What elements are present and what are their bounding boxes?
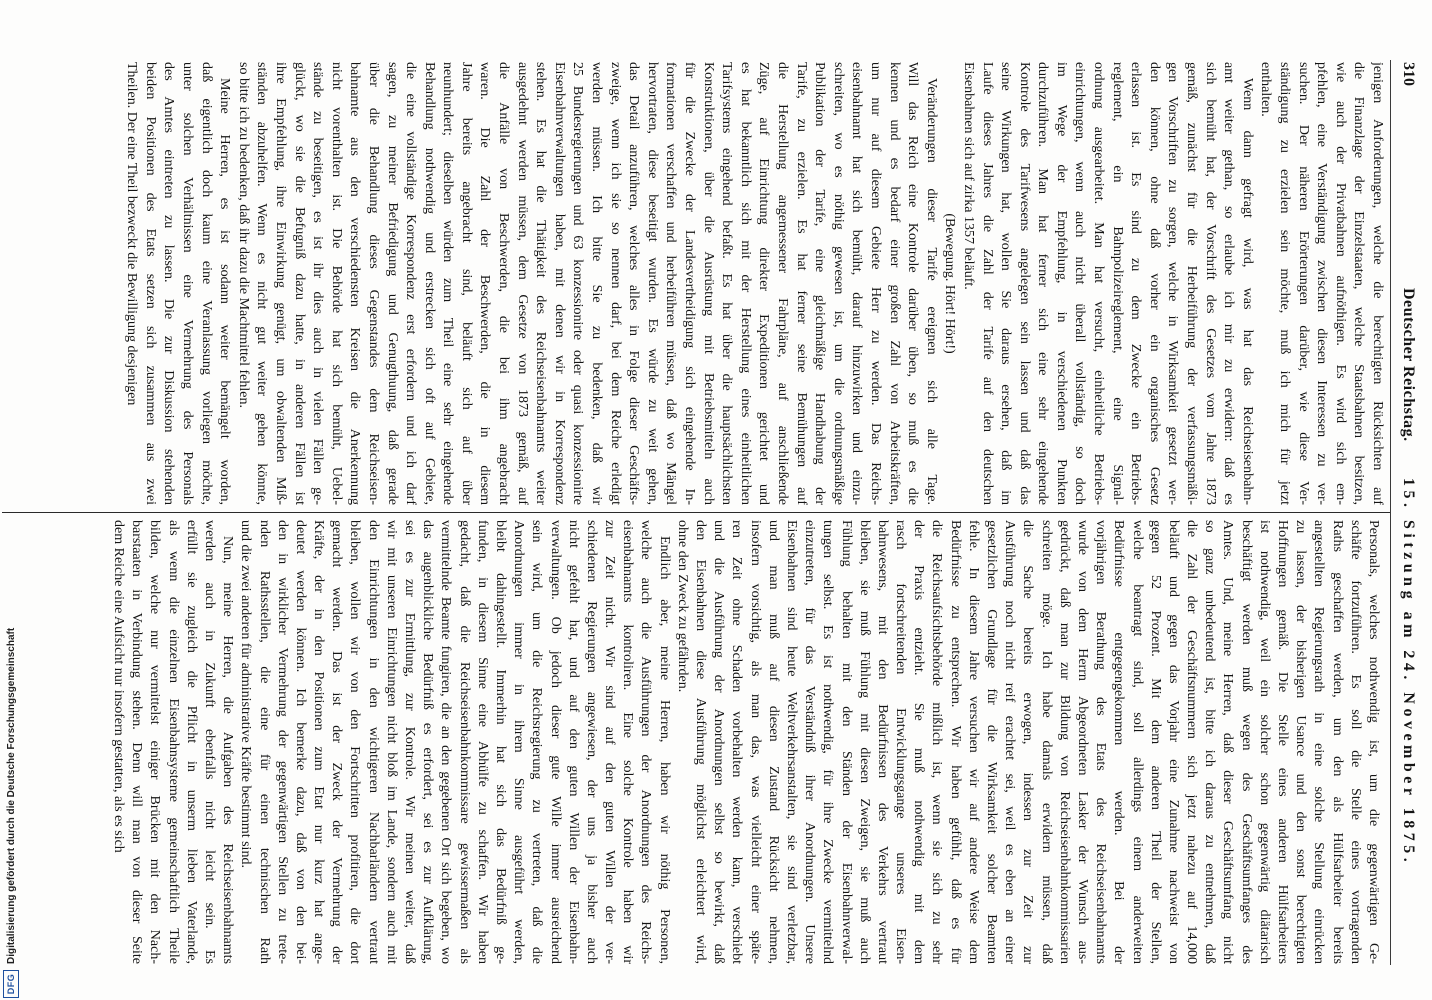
text-line: neunhundert; dieselben würden zum Theil eine sehr eingehende — [440, 62, 456, 505]
text-line: im Wege der Empfehlung, in verschiedenen Punkten — [1053, 62, 1069, 505]
text-line: eisenbahnamt hat sich bemüht, darauf hinzuwirken und einzu- — [849, 62, 865, 505]
text-line: wurde von dem Herrn Abgeordneten Lasker der Wunsch aus- — [1075, 520, 1090, 964]
text-line: rasch fortschreitenden Entwicklungsgange unseres Eisen- — [893, 520, 909, 964]
text-line: Tarife, zu erzielen. Es hat ferner seine Bemühungen auf — [793, 62, 809, 505]
text-line: erlassen ist. Es sind zu dem Zwecke ein Betriebs- — [1128, 62, 1144, 505]
text-line: Amtes. Und, meine Herren, daß dieser Geschäftsumfang nicht — [1220, 520, 1236, 964]
column-divider — [2, 512, 1390, 513]
text-line: gemacht werden. Das ist der Zweck der Vermehrung der — [329, 520, 345, 964]
text-line: werden müssen. Ich bitte Sie zu bedenken, daß wir — [589, 62, 605, 505]
text-line: beläuft und gegen das Vorjahr eine Zunahme nachweist von — [1165, 520, 1181, 964]
text-line: Wenn dann gefragt wird, was hat das Reichseisenbahn- — [1239, 78, 1255, 505]
text-line: gesetzlichen Grundlage für die Wirksamkeit solcher Beamten — [984, 520, 1000, 964]
text-line: bahnwesens, mit den Bedürfnissen des Verkehrs vertraut — [874, 520, 890, 964]
text-line: Will das Reich eine Kontrole darüber üben, so muß es die — [905, 62, 921, 505]
text-line: und die Ausführung der Anordnungen selbst so bewirkt, daß — [711, 520, 727, 964]
text-line: und die zwei anderen für administrative Kräfte bestimmt sind. — [238, 520, 254, 868]
text-line: Laufe dieses Jahres die Zahl der Tarife auf den deutschen — [979, 62, 995, 505]
text-line: wie auch der Privatbahnen aufnöthigen. Es wird sich em- — [1332, 62, 1348, 505]
text-line: stehen. Es hat die Thätigkeit des Reichseisenbahnamts weiter — [533, 62, 549, 505]
text-line: durchzuführen. Man hat ferner sich eine sehr eingehende — [1035, 62, 1051, 505]
text-line: waren. Die Zahl der Beschwerden, die in diesem — [477, 62, 493, 505]
text-line: ausgedehnt werden müssen, dem Gesetze von 1873 gemäß, auf — [514, 62, 530, 505]
text-line: Eisenbahnen sich auf zirka 1357 beläuft. — [960, 62, 976, 290]
text-line: Eisenbahnverwaltungen haben, mit denen wir in Korrespondenz — [551, 62, 567, 505]
text-line: glückt, wo sie die Befugniß dazu hatte, in anderen Fällen ist — [291, 62, 307, 505]
text-line: zur Zeit nicht. Wir sind auf den guten Willen der ver- — [602, 520, 618, 964]
text-line: ohne den Zweck zu gefährden. — [674, 520, 690, 693]
text-line: bleibt dahingestellt. Immerhin hat sich das Bedürfniß ge- — [493, 520, 508, 964]
text-line: schreiten, wo es nöthig gewesen ist, um die ordnungsmäßige — [830, 62, 846, 505]
text-line: Konstruktionen, über die Ausrüstung mit Betriebsmitteln auch — [700, 62, 716, 505]
text-line: tungen selbst. Es ist nothwendig, für ihre Zwecke vermittelnd — [820, 520, 836, 964]
text-line: einrichtungen, wenn auch nicht überall vollständig, so doch — [1072, 62, 1088, 505]
text-line: für die Zwecke der Landesvertheidigung sich eingehende In- — [682, 62, 698, 505]
text-line: welche beantragt sind, soll allerdings einem anderweiten — [1129, 520, 1145, 964]
text-line: Nun, meine Herren, die Aufgaben des Reichseisenbahnamts — [220, 536, 236, 964]
text-line: reglement, ein Bahnpolizeireglement, eine Signal- — [1109, 62, 1125, 505]
text-line: zu lassen, der bisherigen Usance und den sonst berechtigten — [1293, 520, 1309, 964]
text-line: bahnamte aus den verschiedensten Kreisen die Anerkennung — [347, 62, 363, 505]
text-line: stände zu beseitigen, es ist ihr dies auch in vielen Fällen ge- — [310, 62, 326, 505]
text-line: barstaaten in Verbindung stehen. Denn will man von dieser Seite — [129, 520, 145, 964]
text-line: angestellten Regierungsrath in eine solche Stellung einrücken — [1311, 520, 1327, 964]
session-date: 15. Sitzung am 24. November 1875. — [1400, 478, 1417, 867]
text-line: jenigen Anforderungen, welche die berechtigten Rücksichten auf — [1370, 62, 1385, 505]
text-line: Personals, welches nothwendig ist, um die gegenwärtigen Ge- — [1366, 520, 1381, 964]
text-line: so bitte ich zu bedenken, daß ihr dazu die Machtmittel fehlen. — [235, 62, 251, 408]
text-line: das augenblickliche Bedürfniß es erfordert, sei es zur Aufklärung, — [420, 520, 436, 964]
text-line: Hoffnungen gemäß. Die Stelle eines anderen Hülfsarbeiters — [1275, 520, 1291, 964]
text-line: ordnung ausgearbeitet. Man hat versucht, einheitliche Betriebs- — [1091, 62, 1107, 505]
text-line: sagen, zu meiner Befriedigung und Genugthuung, daß gerade — [384, 62, 400, 505]
text-line: daß eigentlich doch kaum eine Veranlassung vorliegen möchte, — [198, 62, 214, 505]
text-line: welche auch die Ausführungen der Anordnungen des Reichs- — [638, 520, 654, 964]
text-line: bilden, welche nur vermittelst einiger Brücken mit den Nach- — [147, 520, 163, 964]
text-line: pfehlen, eine Verständigung zwischen diesen Interessen zu ver- — [1314, 62, 1330, 505]
text-line: die Zahl der Geschäftsnummern sich jetzt nahezu auf 14,000 — [1184, 520, 1200, 964]
text-line: den Einrichtungen in den wichtigeren Nachbarländern vertraut — [365, 520, 381, 964]
text-line: wir mit unseren Einrichtungen nicht bloß im Lande, sondern auch mit — [383, 520, 399, 964]
text-line: sein wird, um die Reichsregierung zu vertreten, daß die — [529, 520, 545, 964]
text-line: und man muß auf diesen Zustand Rücksicht nehmen, — [765, 520, 781, 964]
text-line: über die Behandlung dieses Gegenstandes dem Reichseisen- — [365, 62, 381, 505]
text-line: den Eisenbahnen diese Ausführung möglichst erleichtert wird, — [693, 520, 709, 964]
text-line: des Amtes eintreten zu lassen. Die zur Diskussion stehenden — [161, 62, 177, 505]
text-line: Eisenbahnen sind heute Weltverkehrsanstalten, sie sind verletzbar, — [784, 520, 799, 964]
text-line: beschäftigt werden muß wegen des Geschäftsumfanges des — [1238, 520, 1254, 964]
text-line: erfüllt sie zugleich die Pflicht in unserm lieben Vaterlande, — [183, 520, 199, 964]
text-column-right — [106, 520, 1382, 964]
text-line: verwaltungen. Ob jedoch dieser gute Wille immer ausreichend — [547, 520, 563, 964]
page-number: 310 — [1400, 62, 1417, 86]
text-line: Jahre bereits angebracht sind, beläuft sich auf über — [458, 62, 474, 505]
text-line: insofern vorsichtig, als man das, was vielleicht einer späte- — [747, 520, 763, 964]
text-line: Anordnungen immer in ihrem Sinne ausgeführt werden, — [511, 520, 527, 964]
text-line: suchen. Der näheren Erörterungen darüber, wie diese Ver- — [1295, 62, 1311, 505]
text-line: nicht gefehlt hat, und auf den guten Willen der Eisenbahn- — [565, 520, 581, 964]
text-line: Züge, auf Einrichtung direkter Expeditionen gerichtet und — [756, 62, 772, 505]
text-line: Fühlung behalten mit den Ständen der Eisenbahnverwal- — [838, 520, 854, 964]
text-line: Tarifsystems eingehend befaßt. Es hat über die hauptsächlichsten — [719, 62, 735, 505]
text-line: 25 Bundesregierungen und 63 konzessionirte oder quasi konzessionirte — [570, 62, 586, 505]
text-line: ren Zeit ohne Schaden vorbehalten werden kann, verschiebt — [729, 520, 745, 964]
text-line: hervortraten, diese beseitigt wurden. Es würde zu weit gehen, — [644, 62, 660, 505]
text-line: die Herstellung angemessener Fahrpläne, auf anschließende — [775, 62, 790, 505]
text-line: zweige, wenn ich sie so nennen darf, bei dem Reiche erledigt — [607, 62, 623, 505]
text-line: gedrückt, daß man zur Bildung von Reichseisenbahnkommissarien — [1056, 520, 1072, 964]
text-line: formationen verschaffen und herbeiführen müssen, daß wo Mängel — [663, 62, 679, 505]
text-line: Behandlung nothwendig und erstrecken sich oft auf Gebiete, — [421, 62, 437, 505]
text-line: der Praxis entzieht. Sie muß nothwendig mit dem — [911, 520, 927, 964]
interjection: (Bewegung. Hört! Hört!) — [942, 213, 958, 354]
text-line: unter solchen Verhältnissen eine Vermehrung des Personals — [180, 62, 195, 505]
text-line: Theilen. Der eine Theil bezweckt die Bewilligung desjenigen — [124, 62, 140, 406]
text-line: ständigung zu erzielen sein möchte, muß ich mich für jetzt — [1277, 62, 1293, 505]
text-line: Kontrole des Tarifwesens angelegen sein lassen und daß das — [1016, 62, 1032, 505]
text-line: Bedürfnisse zu entsprechen. Wir haben gefühlt, daß es für — [947, 520, 963, 964]
text-line: die eine vollständige Korrespondenz erst erfordern und ich darf — [403, 62, 419, 505]
text-line: das Detail anzuführen, welches alles in Folge dieser Geschäfts- — [626, 62, 642, 505]
text-line: den können, ohne daß vorher ein organisches Gesetz — [1146, 62, 1162, 505]
text-line: dem Reiche eine Aufsicht nur insofern gestatten, als es sich — [111, 520, 127, 853]
text-line: Publikation der Tarife, eine gleichmäßige Handhabung der — [812, 62, 828, 505]
running-title: Deutscher Reichstag. — [1400, 288, 1417, 442]
text-line: die Reichsaufsichtsbehörde mißlich ist, wenn sie sich zu sehr — [929, 520, 945, 964]
text-column-left — [116, 62, 1386, 505]
text-line: es hat bekanntlich sich mit der Herstellung eines einheitlichen — [737, 62, 753, 505]
text-line: als wenn die einzelnen Eisenbahnsysteme gemeinschaftlich Theile — [165, 520, 181, 964]
text-line: gen Vorschriften zu sorgen, welche in Wirksamkeit gesetzt wer- — [1165, 62, 1181, 505]
text-line: ist nothwendig, weil ein solcher schon gegenwärtig diätarisch — [1256, 520, 1272, 964]
text-line: Bedürfnisse entgegengekommen werden. Bei der — [1111, 520, 1127, 964]
text-line: seine Wirkungen hat, wollen Sie daraus ersehen, daß im — [998, 62, 1014, 505]
text-line: so ganz unbedeutend ist, bitte ich daraus zu entnehmen, daß — [1202, 520, 1218, 964]
text-line: enthalten. — [1258, 62, 1274, 117]
text-line: die Sache bereits erwogen, indessen zur Zeit zur — [1020, 520, 1036, 964]
text-line: um nur auf diesem Gebiete Herr zu werden. Das Reichs- — [867, 62, 883, 505]
text-line: Veränderungen dieser Tarife ereignen sich alle Tage. — [923, 78, 939, 505]
text-line: sich bemüht hat, der Vorschrift des Gesetzes vom Jahre 1873 — [1202, 62, 1218, 505]
text-line: werden auch in Zukunft ebenfalls nicht leicht sein. Es — [202, 520, 217, 964]
text-line: bleiben, wollen wir von den Fortschritten profitiren, die dort — [347, 520, 363, 964]
header-rule — [1390, 60, 1391, 965]
text-line: bleiben, sie muß Fühlung mit diesen Zweigen, sie muß auch — [856, 520, 872, 964]
digitization-credit-strip — [2, 598, 20, 998]
text-line: eisenbahnamts kontroliren. Eine solche Kontrole haben wir — [620, 520, 636, 964]
text-line: beiden Positionen des Etats setzen sich zusammen aus zwei — [142, 62, 158, 505]
text-line: schäfte fortzuführen. Es soll die Stelle eines vortragenden — [1347, 520, 1363, 964]
text-line: Kräfte, der in den Positionen zum Etat nur kurz hat ange- — [311, 520, 327, 964]
text-line: Meine Herren, es ist sodann weiter bemängelt worden, — [217, 78, 233, 505]
text-line: Endlich aber, meine Herren, haben wir nöthig Personen, — [656, 536, 672, 964]
text-line: gedacht, daß die Reichseisenbahnkommissare gewissermaßen als — [456, 520, 472, 964]
text-line: die Anfälle von Beschwerden, die bei ihm angebracht — [496, 62, 512, 505]
digitization-credit: Digitalisierung gefördert durch die Deutsche Forschungsgemeinschaft — [5, 627, 17, 964]
text-line: gemäß, zunächst für die Herbeiführung der verfassungsmäßi- — [1184, 62, 1200, 505]
text-line: funden, in diesem Sinne eine Abhülfe zu schaffen. Wir haben — [474, 520, 490, 964]
text-line: vorjährigen Berathung des Etats des Reichseisenbahnamts — [1093, 520, 1109, 964]
text-line: amt weiter gethan, so erlaube ich mir zu erwidern: daß es — [1221, 62, 1237, 505]
text-line: nden Rathsstellen, die eine für einen technischen Rath — [256, 520, 272, 964]
text-line: Raths geschaffen werden, um den als Hülfsarbeiter bereits — [1329, 520, 1345, 964]
text-line: Ausführung noch nicht reif erachtet sei, weil es eben an einer — [1002, 520, 1018, 964]
text-line: vermittelnde Beamte fungiren, die an den gegebenen Ort sich begeben, wo — [438, 520, 454, 964]
text-line: schiedenen Regierungen angewiesen, der uns ja bisher auch — [583, 520, 599, 964]
dfg-logo: DFG — [3, 970, 19, 998]
text-line: fehle. In diesem Jahre versuchen wir auf andere Weise dem — [965, 520, 981, 964]
text-line: ständen abzuhelfen. Wenn es nicht gut weiter gehen könnte, — [254, 62, 270, 505]
text-line: ihre Empfehlung, ihre Einwirkung genügt, um obwaltenden Miß- — [272, 62, 288, 505]
text-line: die Finanzlage der Einzelstaaten, welche Staatsbahnen besitzen, — [1351, 62, 1367, 505]
text-line: nicht vorenthalten ist. Die Behörde hat sich bemüht, Uebel- — [328, 62, 344, 505]
text-line: schreiten möge. Ich habe damals erwidern müssen, daß — [1038, 520, 1054, 964]
text-line: deutet werden können. Ich bemerke dazu, daß von den bei- — [292, 520, 308, 964]
text-line: kennen und es bedarf einer großen Zahl von Arbeitskräften, — [886, 62, 902, 505]
text-line: einzutreten, für das Verständniß ihrer Anordnungen. Unsere — [802, 520, 818, 964]
text-line: gegen 52 Prozent. Mit dem anderen Theil der Stellen, — [1147, 520, 1163, 964]
text-line: den in wirklicher Vermehrung der gegenwärtigen Stellen zu trete- — [274, 520, 290, 964]
text-line: sei es zur Ermittlung, zur Kontrole. Wir meinen weiter, daß — [402, 520, 418, 964]
